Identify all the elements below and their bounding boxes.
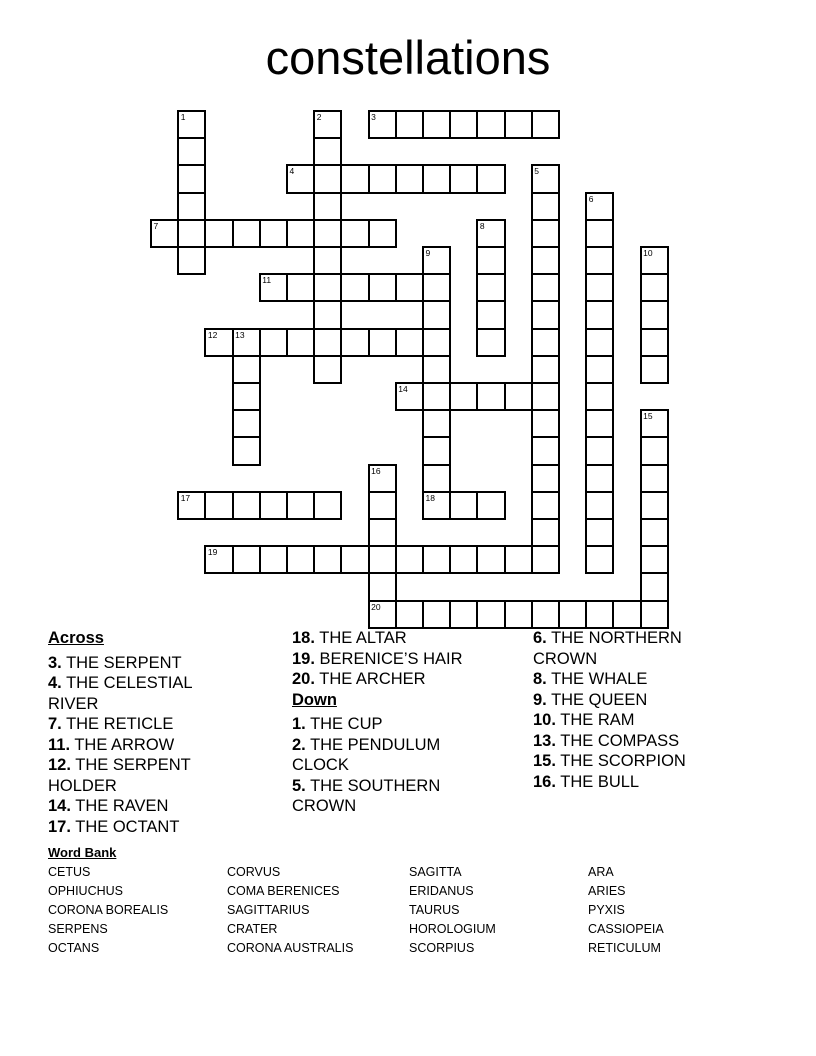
cell-number: 18 bbox=[425, 492, 435, 503]
clue-text: THE QUEEN bbox=[551, 690, 648, 709]
word-bank-item: TAURUS bbox=[409, 903, 460, 917]
clues-column-2 bbox=[292, 628, 478, 817]
clue-number: 20. bbox=[292, 670, 315, 688]
cell-number: 17 bbox=[180, 492, 191, 503]
grid-cell bbox=[395, 110, 424, 139]
cell-number: 12 bbox=[207, 329, 218, 340]
word-bank-column-1 bbox=[48, 863, 226, 958]
grid-cell bbox=[640, 464, 669, 493]
grid-cell bbox=[204, 328, 233, 357]
clue-number: 18. bbox=[292, 629, 315, 647]
word-bank-column-4 bbox=[588, 863, 766, 958]
grid-cell bbox=[313, 273, 342, 302]
grid-cell bbox=[531, 464, 560, 493]
clue-10 bbox=[533, 710, 705, 731]
word-bank-item: SCORPIUS bbox=[409, 941, 475, 955]
grid-cell bbox=[531, 273, 560, 302]
grid-cell bbox=[286, 273, 315, 302]
grid-cell bbox=[531, 164, 560, 193]
grid-cell bbox=[395, 164, 424, 193]
grid-cell bbox=[422, 328, 451, 357]
grid-cell bbox=[368, 328, 397, 357]
grid-cell bbox=[476, 600, 505, 629]
grid-cell bbox=[368, 600, 397, 629]
grid-cell bbox=[422, 491, 451, 520]
grid-cell bbox=[259, 545, 288, 574]
clue-number: 17. bbox=[48, 817, 71, 836]
grid-cell bbox=[476, 273, 505, 302]
clue-text: THE ARROW bbox=[74, 735, 175, 754]
grid-cell bbox=[368, 273, 397, 302]
grid-cell bbox=[232, 409, 261, 438]
grid-cell bbox=[422, 409, 451, 438]
grid-cell bbox=[585, 219, 614, 248]
grid-cell bbox=[558, 600, 587, 629]
grid-cell bbox=[640, 328, 669, 357]
clue-3 bbox=[48, 653, 223, 674]
grid-cell bbox=[640, 355, 669, 384]
cell-number: 15 bbox=[643, 411, 653, 422]
cell-number: 20 bbox=[371, 601, 381, 612]
grid-cell bbox=[422, 273, 451, 302]
grid-cell bbox=[422, 246, 451, 275]
clue-8 bbox=[533, 669, 705, 690]
word-bank-column-3 bbox=[409, 863, 587, 958]
grid-cell bbox=[368, 164, 397, 193]
clue-text: THE SOUTHERN CROWN bbox=[292, 776, 441, 815]
clue-number: 6. bbox=[533, 629, 547, 647]
word-bank-item: SERPENS bbox=[48, 922, 108, 936]
cell-number: 14 bbox=[398, 384, 408, 394]
grid-cell bbox=[232, 355, 261, 384]
clue-text: THE WHALE bbox=[551, 670, 648, 688]
grid-cell bbox=[259, 328, 288, 357]
grid-cell bbox=[422, 300, 451, 329]
grid-cell bbox=[313, 491, 342, 520]
cell-number: 9 bbox=[425, 248, 431, 258]
cell-number: 7 bbox=[153, 220, 159, 231]
grid-cell bbox=[232, 436, 261, 465]
clue-13 bbox=[533, 731, 705, 752]
grid-cell bbox=[368, 572, 397, 601]
down-heading: Down bbox=[292, 690, 337, 709]
grid-cell bbox=[585, 192, 614, 221]
cell-number: 3 bbox=[371, 112, 376, 122]
clue-2 bbox=[292, 735, 478, 776]
grid-cell bbox=[585, 273, 614, 302]
grid-cell bbox=[368, 545, 397, 574]
word-bank-item: CRATER bbox=[227, 922, 278, 936]
clue-number: 2. bbox=[292, 735, 306, 754]
grid-cell bbox=[313, 328, 342, 357]
word-bank-item: OCTANS bbox=[48, 941, 100, 955]
word-bank-item: CORONA AUSTRALIS bbox=[227, 941, 354, 955]
grid-cell bbox=[313, 110, 342, 139]
cell-number: 11 bbox=[262, 275, 272, 286]
clue-text: THE RAM bbox=[560, 711, 635, 729]
clue-text: THE NORTHERN CROWN bbox=[533, 629, 682, 668]
grid-cell bbox=[368, 464, 397, 493]
grid-cell bbox=[259, 273, 288, 302]
word-bank-item: CETUS bbox=[48, 865, 91, 879]
grid-cell bbox=[449, 600, 478, 629]
grid-cell bbox=[612, 600, 641, 629]
clue-text: THE SERPENT HOLDER bbox=[48, 756, 191, 795]
grid-cell bbox=[476, 164, 505, 193]
grid-cell bbox=[259, 219, 288, 248]
cell-number: 4 bbox=[289, 166, 295, 177]
grid-cell bbox=[531, 328, 560, 357]
across-heading: Across bbox=[48, 629, 104, 647]
word-bank-item: HOROLOGIUM bbox=[409, 922, 496, 936]
grid-cell bbox=[504, 110, 533, 139]
cell-number: 2 bbox=[316, 112, 322, 122]
grid-cell bbox=[340, 273, 369, 302]
clue-17 bbox=[48, 817, 223, 838]
grid-cell bbox=[476, 300, 505, 329]
clue-text: THE BULL bbox=[560, 772, 640, 791]
clue-number: 5. bbox=[292, 776, 306, 795]
grid-cell bbox=[313, 137, 342, 166]
grid-cell bbox=[422, 110, 451, 139]
clue-14 bbox=[48, 796, 223, 817]
cell-number: 8 bbox=[479, 220, 485, 231]
grid-cell bbox=[531, 382, 560, 411]
clue-1 bbox=[292, 714, 478, 735]
clue-6 bbox=[533, 628, 705, 669]
grid-cell bbox=[640, 436, 669, 465]
clue-5 bbox=[292, 776, 478, 817]
grid-cell bbox=[531, 246, 560, 275]
grid-cell bbox=[449, 545, 478, 574]
cell-number: 16 bbox=[371, 465, 381, 476]
cell-number: 10 bbox=[643, 248, 653, 258]
clue-12 bbox=[48, 755, 223, 796]
clue-11 bbox=[48, 735, 223, 756]
puzzle-title: constellations bbox=[265, 31, 551, 84]
cell-number: 19 bbox=[207, 547, 218, 558]
grid-cell bbox=[531, 409, 560, 438]
clue-text: THE CELESTIAL RIVER bbox=[48, 674, 192, 713]
grid-cell bbox=[286, 328, 315, 357]
grid-cell bbox=[640, 491, 669, 520]
grid-cell bbox=[449, 110, 478, 139]
grid-cell bbox=[422, 382, 451, 411]
grid-cell bbox=[422, 545, 451, 574]
word-bank-column-2 bbox=[227, 863, 405, 958]
word-bank-item: ARIES bbox=[588, 884, 626, 898]
grid-cell bbox=[232, 382, 261, 411]
grid-cell bbox=[259, 491, 288, 520]
grid-cell bbox=[585, 328, 614, 357]
clue-number: 12. bbox=[48, 756, 71, 774]
grid-cell bbox=[585, 300, 614, 329]
grid-cell bbox=[640, 273, 669, 302]
grid-cell bbox=[476, 110, 505, 139]
grid-cell bbox=[204, 545, 233, 574]
grid-cell bbox=[340, 328, 369, 357]
word-bank-item: RETICULUM bbox=[588, 941, 661, 955]
grid-cell bbox=[422, 600, 451, 629]
clue-number: 16. bbox=[533, 772, 556, 791]
clue-number: 9. bbox=[533, 690, 547, 709]
clue-20 bbox=[292, 669, 478, 690]
grid-cell bbox=[476, 246, 505, 275]
grid-cell bbox=[313, 545, 342, 574]
grid-cell bbox=[531, 436, 560, 465]
grid-cell bbox=[640, 300, 669, 329]
grid-cell bbox=[504, 545, 533, 574]
grid-cell bbox=[585, 600, 614, 629]
word-bank-heading: Word Bank bbox=[48, 845, 117, 860]
cell-number: 13 bbox=[235, 329, 245, 340]
grid-cell bbox=[395, 600, 424, 629]
grid-cell bbox=[585, 545, 614, 574]
grid-cell bbox=[422, 464, 451, 493]
clue-text: THE OCTANT bbox=[75, 817, 180, 836]
grid-cell bbox=[177, 164, 206, 193]
grid-cell bbox=[640, 545, 669, 574]
clue-number: 19. bbox=[292, 649, 315, 668]
grid-cell bbox=[476, 328, 505, 357]
grid-cell bbox=[286, 491, 315, 520]
clue-text: THE ARCHER bbox=[319, 670, 426, 688]
clue-number: 11. bbox=[48, 735, 71, 754]
grid-cell bbox=[585, 355, 614, 384]
grid-cell bbox=[313, 164, 342, 193]
clue-number: 3. bbox=[48, 653, 62, 672]
grid-cell bbox=[177, 110, 206, 139]
grid-cell bbox=[449, 491, 478, 520]
clue-text: THE COMPASS bbox=[560, 731, 680, 750]
grid-cell bbox=[422, 164, 451, 193]
word-bank-item: SAGITTA bbox=[409, 865, 462, 879]
clue-text: THE PENDULUM CLOCK bbox=[292, 735, 441, 774]
grid-cell bbox=[313, 355, 342, 384]
grid-cell bbox=[286, 219, 315, 248]
grid-cell bbox=[177, 491, 206, 520]
grid-cell bbox=[531, 110, 560, 139]
grid-cell bbox=[340, 219, 369, 248]
word-bank-item: ERIDANUS bbox=[409, 884, 474, 898]
clue-text: THE SERPENT bbox=[66, 653, 182, 672]
clue-number: 14. bbox=[48, 797, 71, 815]
grid-cell bbox=[313, 246, 342, 275]
grid-cell bbox=[585, 246, 614, 275]
grid-cell bbox=[313, 219, 342, 248]
word-bank-item: COMA BERENICES bbox=[227, 884, 340, 898]
clue-text: THE ALTAR bbox=[319, 629, 407, 647]
word-bank-item: CORVUS bbox=[227, 865, 281, 879]
grid-cell bbox=[476, 491, 505, 520]
clue-text: THE RAVEN bbox=[75, 797, 169, 815]
word-bank-item: CORONA BOREALIS bbox=[48, 903, 169, 917]
grid-cell bbox=[286, 545, 315, 574]
clues-column-1 bbox=[48, 628, 223, 837]
grid-cell bbox=[640, 600, 669, 629]
clue-number: 15. bbox=[533, 752, 556, 770]
grid-cell bbox=[476, 545, 505, 574]
grid-cell bbox=[204, 219, 233, 248]
grid-cell bbox=[449, 382, 478, 411]
cell-number: 1 bbox=[180, 112, 186, 122]
grid-cell bbox=[585, 436, 614, 465]
grid-cell bbox=[340, 545, 369, 574]
grid-cell bbox=[368, 219, 397, 248]
grid-cell bbox=[395, 273, 424, 302]
grid-cell bbox=[449, 164, 478, 193]
grid-cell bbox=[585, 409, 614, 438]
grid-cell bbox=[204, 491, 233, 520]
clue-text: THE RETICLE bbox=[66, 715, 174, 733]
grid-cell bbox=[232, 491, 261, 520]
grid-cell bbox=[368, 518, 397, 547]
clue-number: 13. bbox=[533, 731, 556, 750]
clue-number: 8. bbox=[533, 670, 547, 688]
grid-cell bbox=[340, 164, 369, 193]
word-bank-item: SAGITTARIUS bbox=[227, 903, 310, 917]
grid-cell bbox=[150, 219, 179, 248]
grid-cell bbox=[585, 464, 614, 493]
grid-cell bbox=[313, 192, 342, 221]
grid-cell bbox=[531, 545, 560, 574]
clue-7 bbox=[48, 714, 223, 735]
cell-number: 5 bbox=[534, 166, 540, 177]
grid-cell bbox=[531, 355, 560, 384]
grid-cell bbox=[585, 518, 614, 547]
grid-cell bbox=[531, 192, 560, 221]
word-bank-item: OPHIUCHUS bbox=[48, 884, 124, 898]
grid-cell bbox=[177, 137, 206, 166]
grid-cell bbox=[422, 355, 451, 384]
grid-cell bbox=[640, 518, 669, 547]
grid-cell bbox=[531, 300, 560, 329]
grid-cell bbox=[504, 382, 533, 411]
clue-16 bbox=[533, 772, 705, 793]
grid-cell bbox=[640, 246, 669, 275]
grid-cell bbox=[177, 246, 206, 275]
clue-9 bbox=[533, 690, 705, 711]
grid-cell bbox=[531, 518, 560, 547]
grid-cell bbox=[177, 192, 206, 221]
grid-cell bbox=[286, 164, 315, 193]
grid-cell bbox=[531, 600, 560, 629]
grid-cell bbox=[640, 572, 669, 601]
cell-number: 6 bbox=[588, 193, 594, 204]
grid-cell bbox=[531, 491, 560, 520]
grid-cell bbox=[585, 382, 614, 411]
grid-cell bbox=[640, 409, 669, 438]
word-bank-item: ARA bbox=[588, 865, 614, 879]
clue-15 bbox=[533, 751, 705, 772]
clue-19 bbox=[292, 649, 478, 670]
clue-number: 10. bbox=[533, 711, 556, 729]
grid-cell bbox=[368, 491, 397, 520]
grid-cell bbox=[395, 328, 424, 357]
clue-text: THE CUP bbox=[310, 715, 383, 733]
grid-cell bbox=[368, 110, 397, 139]
grid-cell bbox=[476, 382, 505, 411]
grid-cell bbox=[422, 436, 451, 465]
grid-cell bbox=[504, 600, 533, 629]
clue-18 bbox=[292, 628, 478, 649]
grid-cell bbox=[177, 219, 206, 248]
grid-cell bbox=[313, 300, 342, 329]
grid-cell bbox=[395, 545, 424, 574]
word-bank-item: CASSIOPEIA bbox=[588, 922, 664, 936]
clues-column-3 bbox=[533, 628, 705, 792]
word-bank-item: PYXIS bbox=[588, 903, 625, 917]
grid-cell bbox=[232, 219, 261, 248]
grid-cell bbox=[232, 545, 261, 574]
clue-4 bbox=[48, 673, 223, 714]
grid-cell bbox=[531, 219, 560, 248]
grid-cell bbox=[476, 219, 505, 248]
clue-number: 1. bbox=[292, 715, 306, 733]
grid-cell bbox=[395, 382, 424, 411]
clue-text: BERENICE’S HAIR bbox=[319, 649, 463, 668]
clue-number: 4. bbox=[48, 674, 62, 692]
grid-cell bbox=[585, 491, 614, 520]
clue-number: 7. bbox=[48, 715, 62, 733]
grid-cell bbox=[232, 328, 261, 357]
clue-text: THE SCORPION bbox=[560, 752, 686, 770]
